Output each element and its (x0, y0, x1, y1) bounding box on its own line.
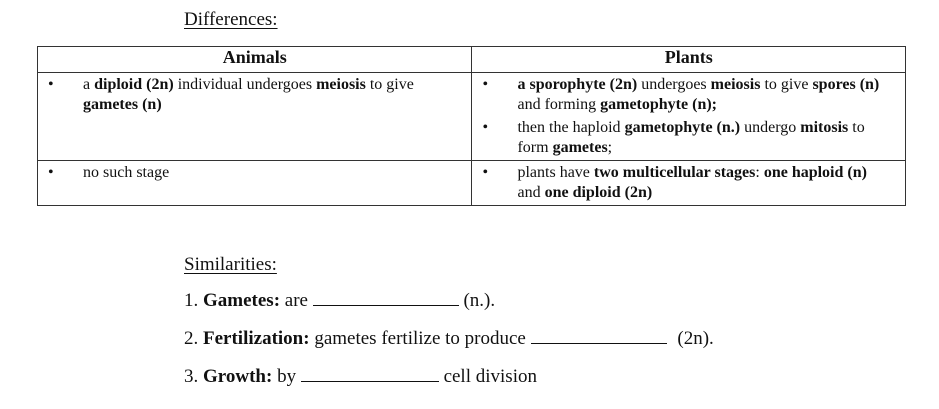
bold-text: meiosis (710, 76, 761, 93)
bullet-list (472, 163, 905, 203)
differences-heading: Differences: (184, 9, 278, 30)
animals-column-header: Animals (38, 47, 472, 73)
comparison-table (37, 46, 906, 206)
bold-text: one diploid (2n) (544, 184, 653, 201)
list-item (472, 163, 905, 203)
list-item (472, 118, 905, 158)
similarity-item (184, 289, 714, 327)
item-number: 2. (184, 328, 199, 349)
similarities-list (184, 289, 714, 403)
bold-text: gametophyte (n.) (624, 119, 741, 136)
bullet-icon: • (482, 119, 489, 136)
plants-cell (472, 161, 906, 206)
bold-text: mitosis (800, 119, 849, 136)
similarity-item (184, 327, 714, 365)
bullet-icon: • (482, 76, 489, 93)
animals-cell (38, 73, 472, 161)
similarity-item (184, 365, 714, 403)
bullet-icon: • (48, 164, 54, 181)
item-text-before: gametes fertilize to produce (314, 328, 526, 349)
list-item (38, 75, 471, 115)
table-row (38, 73, 906, 161)
text: a (83, 76, 95, 93)
fill-in-blank (531, 327, 667, 344)
bullet-list (472, 75, 905, 158)
item-text-before: are (284, 290, 308, 311)
text: and forming (517, 96, 601, 113)
list-item (472, 75, 905, 115)
bold-text: meiosis (316, 76, 366, 93)
bold-text: spores (n) (812, 76, 880, 93)
plants-cell (472, 73, 906, 161)
table-row (38, 161, 906, 206)
bullet-list (38, 163, 471, 183)
bold-text: a sporophyte (2n) (517, 76, 638, 93)
item-text-after: (2n). (677, 328, 714, 349)
text: undergo (740, 119, 801, 136)
bold-text: gametes (n) (83, 96, 162, 113)
text: individual undergoes (173, 76, 317, 93)
list-item (38, 163, 471, 183)
item-text-after: cell division (443, 366, 537, 387)
item-term: Growth: (203, 366, 273, 387)
bold-text: gametes (552, 139, 608, 156)
text: ; (607, 139, 613, 156)
text: : (755, 164, 764, 181)
item-term: Fertilization: (203, 328, 310, 349)
item-number: 3. (184, 366, 199, 387)
similarities-heading: Similarities: (184, 254, 277, 275)
fill-in-blank (301, 365, 439, 382)
bullet-icon: • (482, 164, 489, 181)
bold-text: diploid (2n) (94, 76, 174, 93)
plants-column-header: Plants (472, 47, 906, 73)
item-term: Gametes: (203, 290, 281, 311)
text: no such stage (83, 164, 170, 181)
bullet-list (38, 75, 471, 115)
item-text-after: (n.). (463, 290, 496, 311)
text: and (517, 184, 545, 201)
bold-text: one haploid (n) (763, 164, 867, 181)
text: plants have (517, 164, 594, 181)
bold-text: gametophyte (n); (600, 96, 717, 113)
fill-in-blank (313, 289, 459, 306)
text: undergoes (637, 76, 711, 93)
bullet-icon: • (48, 76, 54, 93)
text: to form (517, 119, 865, 156)
text: to give (760, 76, 813, 93)
bold-text: two multicellular stages (593, 164, 756, 181)
item-number: 1. (184, 290, 199, 311)
text: to give (365, 76, 414, 93)
text: then the haploid (517, 119, 625, 136)
item-text-before: by (277, 366, 297, 387)
animals-cell (38, 161, 472, 206)
